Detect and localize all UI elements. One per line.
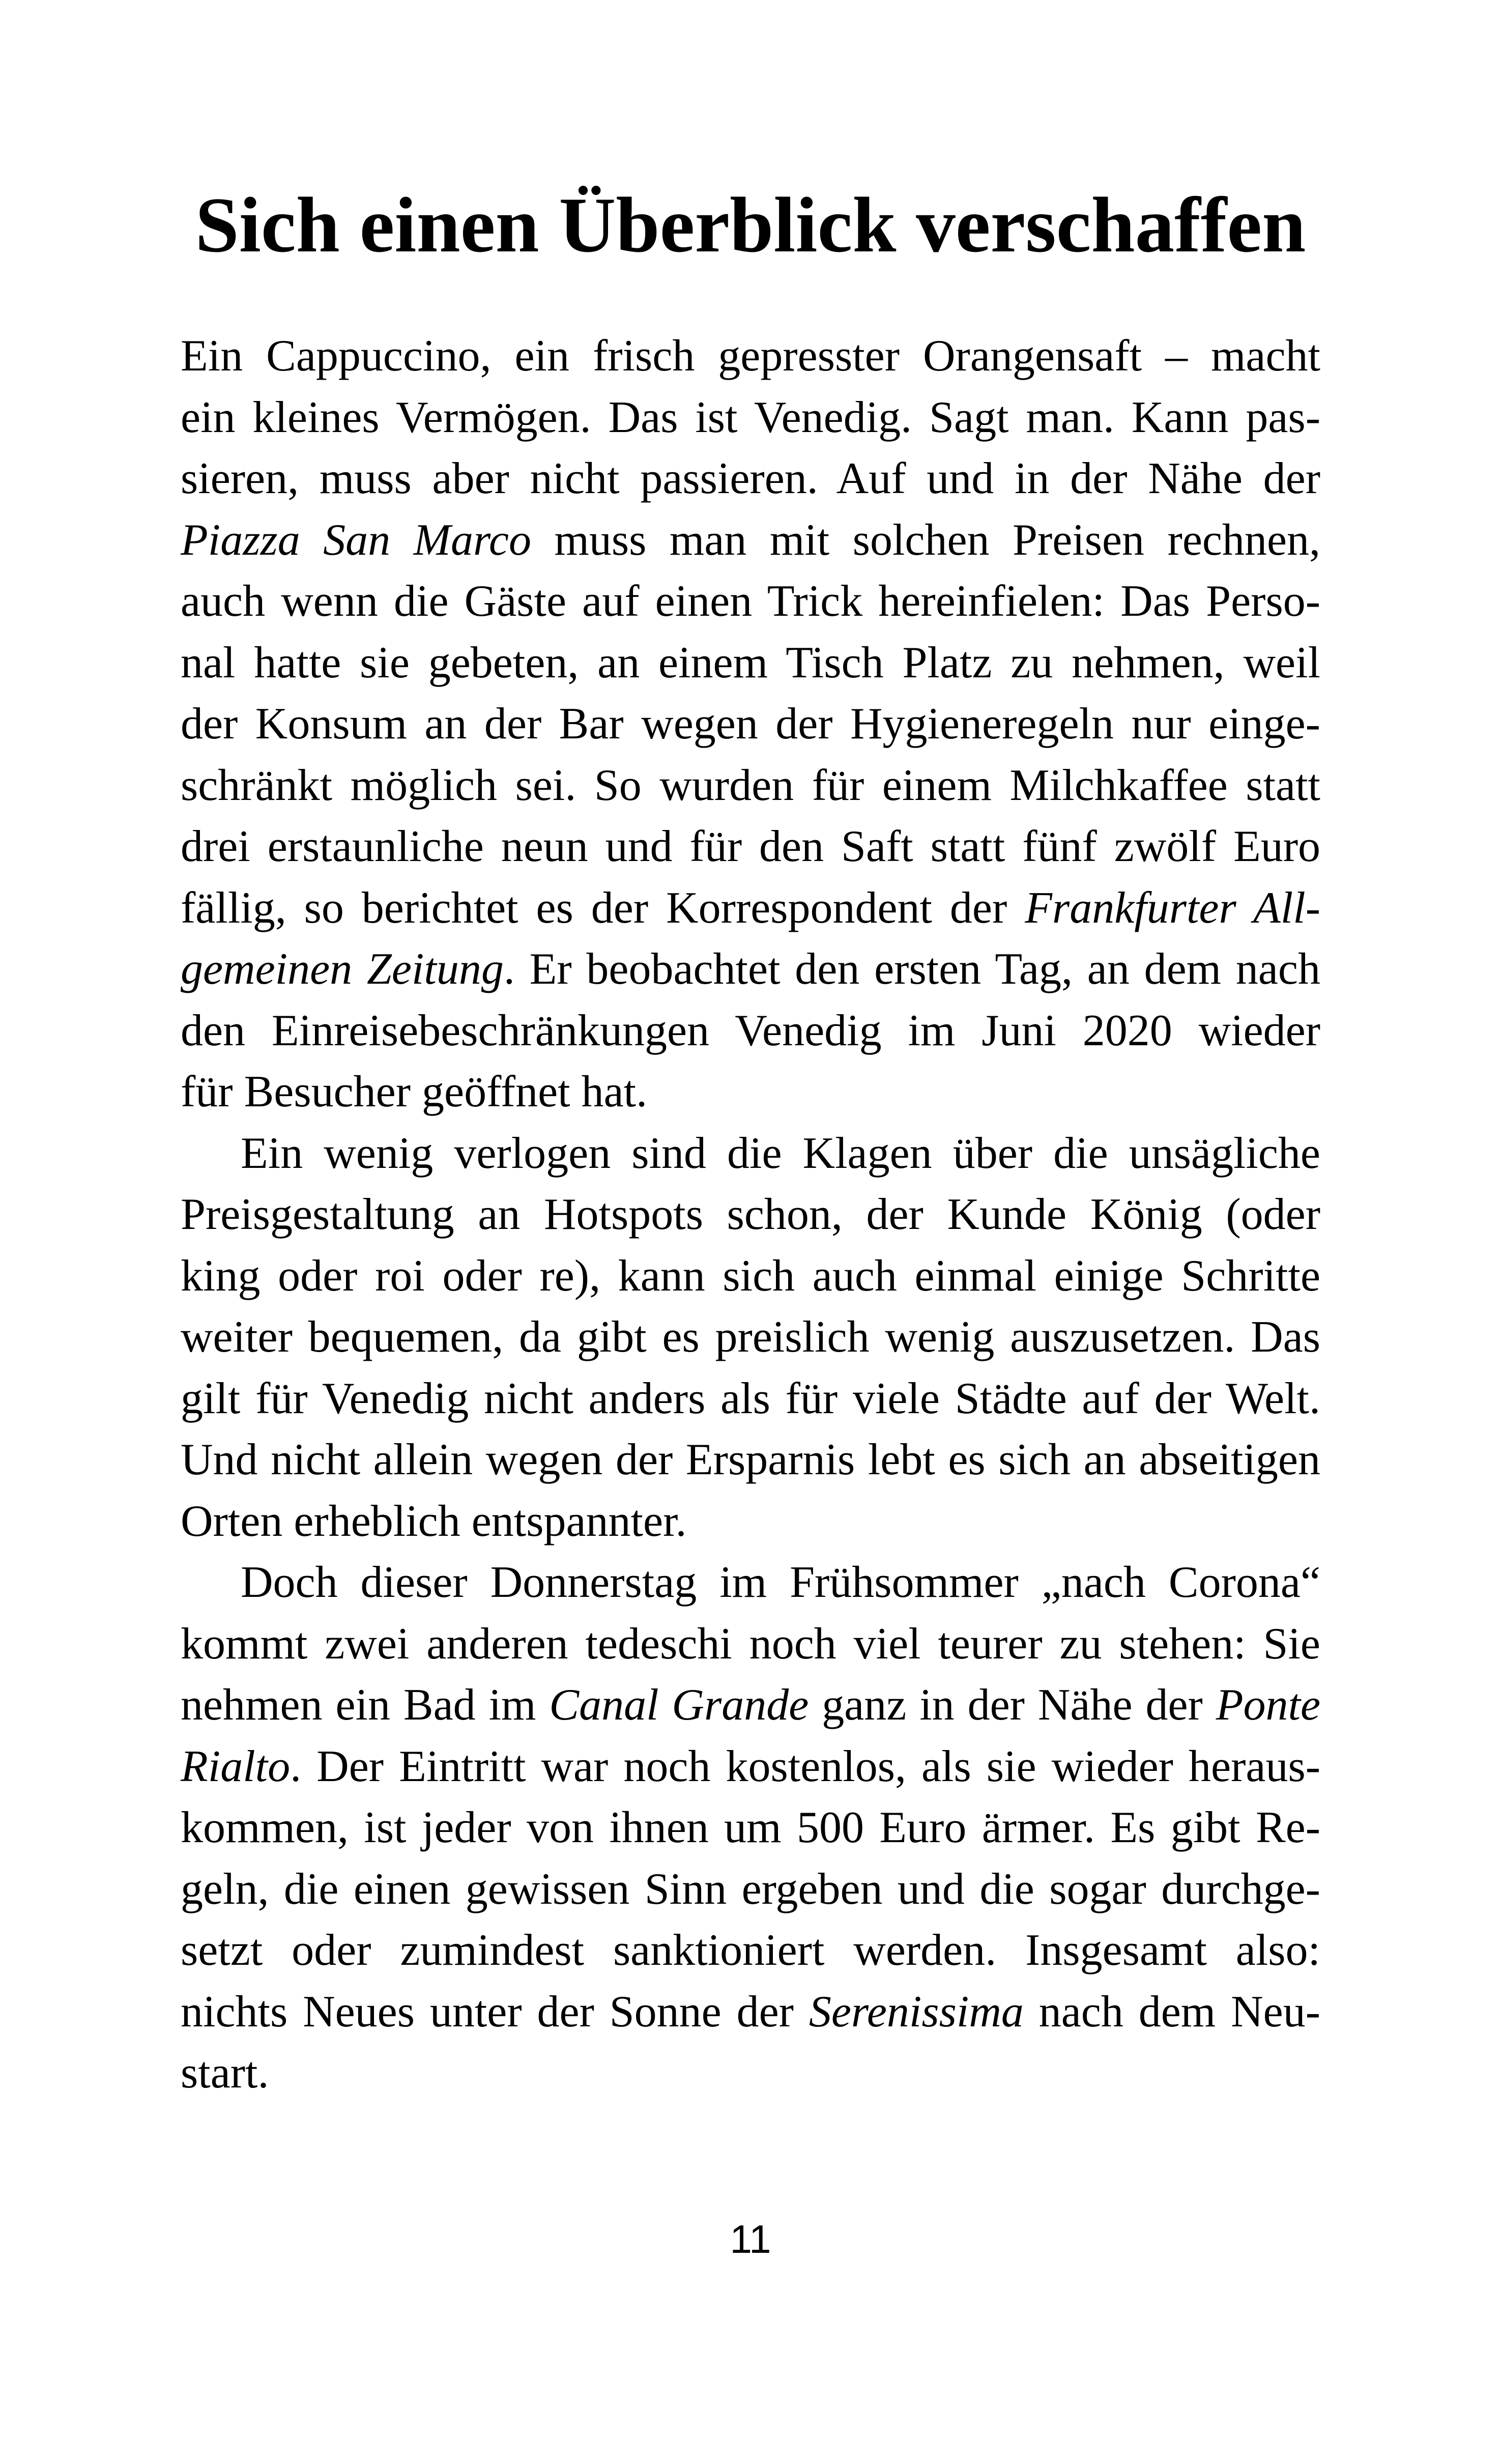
text-run: Ein wenig verlogen sind die Klagen über die unsägliche — [241, 1128, 1320, 1178]
text-run: auch wenn die Gäste auf einen Trick hereinfielen: Das Perso- — [181, 577, 1320, 626]
text-run: nehmen ein Bad im — [181, 1680, 550, 1730]
paragraph-line — [181, 1982, 1320, 2043]
chapter-heading: Sich einen Überblick verschaffen — [195, 181, 1306, 269]
text-run: Orten erheblich entspannter. — [181, 1496, 687, 1546]
italic-text-run: Rialto — [181, 1741, 291, 1791]
text-run: kommt zwei anderen tedeschi noch viel teurer zu stehen: Sie — [181, 1619, 1320, 1669]
paragraph-line — [181, 878, 1320, 939]
text-run: Preisgestaltung an Hotspots schon, der Kunde König (oder — [181, 1190, 1320, 1239]
text-run: der Konsum an der Bar wegen der Hygieneregeln nur einge- — [181, 699, 1320, 749]
text-run: den Einreisebeschränkungen Venedig im Juni 2020 wieder — [181, 1006, 1320, 1055]
paragraph-line — [181, 1368, 1320, 1430]
text-run: nach dem Neu- — [1023, 1987, 1320, 2037]
italic-text-run: Serenissima — [809, 1987, 1024, 2037]
italic-text-run: Frankfurter All- — [1025, 883, 1320, 933]
text-run: Doch dieser Donnerstag im Frühsommer „nach Corona“ — [241, 1558, 1320, 1607]
text-run: king oder roi oder re), kann sich auch einmal einige Schritte — [181, 1251, 1320, 1301]
text-run: gilt für Venedig nicht anders als für viele Städte auf der Welt. — [181, 1373, 1320, 1423]
paragraph-line — [181, 755, 1320, 817]
paragraph-line — [181, 1552, 1320, 1614]
paragraph-line — [181, 1429, 1320, 1491]
paragraph-line — [181, 1675, 1320, 1736]
text-run: drei erstaunliche neun und für den Saft statt fünf zwölf Euro — [181, 822, 1320, 871]
body-text — [181, 326, 1320, 2104]
paragraph-line — [181, 694, 1320, 755]
text-run: Und nicht allein wegen der Ersparnis lebt es sich an abseitigen — [181, 1435, 1320, 1484]
text-run: sieren, muss aber nicht passieren. Auf und in der Nähe der — [181, 454, 1320, 503]
text-run: ganz in der Nähe der — [809, 1680, 1216, 1730]
text-run: Ein Cappuccino, ein frisch gepresster Orangensaft – macht — [181, 331, 1320, 381]
text-run: . Der Eintritt war noch kostenlos, als sie wieder heraus- — [290, 1741, 1320, 1791]
paragraph-line — [181, 1307, 1320, 1368]
paragraph-line — [181, 1736, 1320, 1798]
text-run: nal hatte sie gebeten, an einem Tisch Platz zu nehmen, weil — [181, 638, 1320, 687]
paragraph-line — [181, 1184, 1320, 1246]
paragraph-line — [181, 1614, 1320, 1675]
text-run: ein kleines Vermögen. Das ist Venedig. Sagt man. Kann pas- — [181, 392, 1320, 442]
paragraph-line — [181, 1797, 1320, 1859]
italic-text-run: Canal Grande — [549, 1680, 809, 1730]
paragraph-line — [181, 387, 1320, 449]
text-run: schränkt möglich sei. So wurden für einem Milchkaffee statt — [181, 760, 1320, 810]
paragraph-line — [181, 939, 1320, 1000]
paragraph-line — [181, 510, 1320, 571]
paragraph-line — [181, 1062, 1320, 1123]
text-run: . Er beobachtet den ersten Tag, an dem nach — [503, 944, 1320, 994]
paragraph-line — [181, 1859, 1320, 1921]
italic-text-run: gemeinen Zeitung — [181, 944, 504, 994]
paragraph-line — [181, 2043, 1320, 2104]
italic-text-run: Ponte — [1216, 1680, 1320, 1730]
paragraph-line — [181, 1000, 1320, 1062]
text-run: nichts Neues unter der Sonne der — [181, 1987, 809, 2037]
paragraph-line — [181, 1123, 1320, 1185]
paragraph-line — [181, 1491, 1320, 1553]
text-run: start. — [181, 2048, 269, 2098]
text-run: setzt oder zumindest sanktioniert werden. Insgesamt also: — [181, 1926, 1320, 1975]
text-run: kommen, ist jeder von ihnen um 500 Euro ärmer. Es gibt Re- — [181, 1803, 1320, 1852]
paragraph-line — [181, 571, 1320, 633]
paragraph-line — [181, 1246, 1320, 1307]
italic-text-run: Piazza San Marco — [181, 515, 531, 565]
text-run: fällig, so berichtet es der Korrespondent der — [181, 883, 1025, 933]
paragraph-line — [181, 816, 1320, 878]
page-number: 11 — [730, 2217, 771, 2261]
paragraph-line — [181, 633, 1320, 694]
paragraph-line — [181, 326, 1320, 387]
text-run: für Besucher geöffnet hat. — [181, 1067, 648, 1116]
paragraph-line — [181, 448, 1320, 510]
paragraph-line — [181, 1920, 1320, 1982]
text-run: geln, die einen gewissen Sinn ergeben und die sogar durchge- — [181, 1864, 1320, 1914]
text-run: muss man mit solchen Preisen rechnen, — [531, 515, 1320, 565]
text-run: weiter bequemen, da gibt es preislich wenig auszusetzen. Das — [181, 1312, 1320, 1362]
